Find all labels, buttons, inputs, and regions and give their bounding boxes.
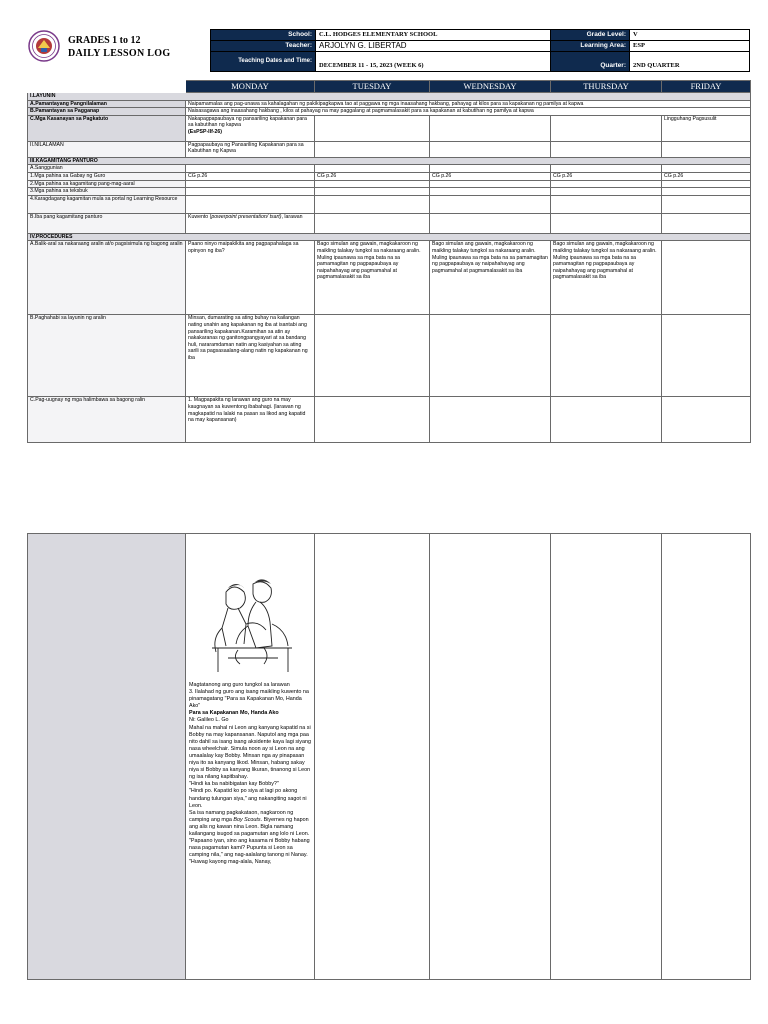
table-row [28, 141, 751, 157]
form-title: GRADES 1 to 12 [68, 35, 141, 46]
table-row [28, 315, 751, 397]
gabay-thursday: CG p.26 [551, 172, 662, 180]
section-kagamitan: III.KAGAMITANG PANTURO [28, 157, 751, 165]
day-monday: MONDAY [186, 81, 315, 93]
learning-area-label: Learning Area: [551, 41, 630, 52]
pagganap-text: Naisasagawa ang inaasahang hakbang , kilos at pahayag na may paggalang at pagmamalasakit para sa kapakanan at kabutihan ng pamilya at kapwa [186, 108, 751, 116]
story-step-3: 3. Ilalahad ng guro ang isang maikling kuwento na pinamagatang "Para sa Kapakanan Mo, Handa Ako" [189, 689, 309, 710]
day-thursday: THURSDAY [551, 81, 662, 93]
table-row [28, 172, 751, 180]
learning-area-value: ESP [630, 41, 750, 52]
header-info-table [210, 29, 750, 72]
section-layunin: I.LAYUNIN [28, 93, 751, 101]
story-author: Ni: Galileo L. Go [189, 717, 229, 724]
school-label: School: [211, 30, 316, 41]
row-label-kasanayan: C.Mga Kasanayan sa Pagkatuto [28, 115, 186, 141]
row-label-paghahabi: B.Paghahabi sa layunin ng aralin [28, 315, 186, 397]
table-row [28, 165, 751, 173]
table-row [28, 108, 751, 116]
quarter-label: Quarter: [551, 52, 630, 72]
grade-level-value: V [630, 30, 750, 41]
dates-label: Teaching Dates and Time: [211, 52, 316, 72]
gabay-friday: CG p.26 [662, 172, 751, 180]
gabay-tuesday: CG p.26 [315, 172, 430, 180]
table-row [28, 100, 751, 108]
story-paragraph: "Huwag kayong mag-alala, Nanay, [189, 859, 272, 866]
story-paragraph: Mahal na mahal ni Leon ang kanyang kapatid na si Bobby na may kapansanan. Naputol ang mga paa nito dahil sa isang isang aksidente kaya lagi siyang nasa wheelchair. Simula noon ay si Leon na ang umaalalay kay Bobby. Minsan nga ay pinapasan niya ito sa kanyang likod. Minsan, habang sakay niya si Bobby sa kanyang likuran, tinanong si Leon ng isa nilang kapitbahay. [189, 724, 311, 781]
row-label-pag-uugnay: C.Pag-uugnay ng mga halimbawa sa bagong ralin [28, 397, 186, 443]
row-label-iba: B.Iba pang kagamitang panturo [28, 213, 186, 233]
row-label-pagganap: B.Pamantayan sa Pagganap [28, 108, 186, 116]
table-row [28, 213, 751, 233]
lesson-log-table [27, 80, 751, 443]
pag-uugnay-monday: 1. Magpapakita ng larawan ang guro na may kaugnayan sa kuwentong ibabahagi. (larawan ng magkapatid na lalaki na pasan sa likod ang kapatid na may kapansanan) [186, 397, 315, 443]
day-tuesday: TUESDAY [315, 81, 430, 93]
row-label-balik-aral: A.Balik-aral sa nakaraang aralin at/o pagsisimula ng bagong aralin [28, 241, 186, 315]
table-row [28, 195, 751, 213]
story-paragraph: "Hindi ka ba nabibigatan kay Bobby?" [189, 781, 279, 788]
table-row [28, 241, 751, 315]
story-paragraph: "Hindi po. Kapatid ko po siya at lagi po akong handang tulungan siya," ang nakangiting sagot ni Leon. [189, 788, 307, 809]
balik-tuesday: Bago simulan ang gawain, magkakaroon ng maikling talakay tungkol sa nakaraang aralin. Muling ipaunawa sa mga bata na sa pamamagitan ng pagpapaubaya ay naipahahayag ang pagmamahal at pagmamalasakit sa iba [315, 241, 430, 315]
balik-monday: Paano ninyo maipakikita ang pagpapahalaga sa opinyon ng iba? [186, 241, 315, 315]
gabay-wednesday: CG p.26 [430, 172, 551, 180]
pangnilalaman-text: Naipamamalas ang pag-unawa sa kahalagahan ng pakikipagkapwa tao at paggawa ng mga inaasahang hakbang, pahayag at kilos para sa kapakanan ng pamilya at kapwa [186, 100, 751, 108]
brothers-illustration [198, 578, 298, 676]
iba-monday: Kuwento (powerpoint presentation/ tsart), larawan [186, 213, 315, 233]
table-row [28, 397, 751, 443]
day-friday: FRIDAY [662, 81, 751, 93]
days-header-row [28, 81, 751, 93]
balik-wednesday: Bago simulan ang gawain, magkakaroon ng maikling talakay tungkol sa nakaraang aralin. Muling ipaunawa sa mga bata na sa pamamagitan ng pagpapaubaya ay naipahahayag ang pagmamahal at pagmamalasakit sa iba [430, 241, 551, 315]
table-row [28, 157, 751, 165]
section-procedures: IV.PROCEDURES [28, 233, 751, 241]
lesson-log-continuation [27, 533, 751, 980]
row-label-teksbuk: 3.Mga pahina sa teksbuk [28, 188, 186, 196]
kasanayan-friday: Lingguhang Pagsusulit [662, 115, 751, 141]
story-title: Para sa Kapakanan Mo, Handa Ako [189, 710, 279, 717]
day-wednesday: WEDNESDAY [430, 81, 551, 93]
school-value: C.L. HODGES ELEMENTARY SCHOOL [316, 30, 551, 41]
table-row [28, 93, 751, 101]
row-label-gabay: 1.Mga pahina sa Gabay ng Guro [28, 172, 186, 180]
quarter-value: 2ND QUARTER [630, 52, 750, 72]
story-question: Magtatanong ang guro tungkol sa larawan [189, 682, 290, 688]
dates-value: DECEMBER 11 - 15, 2023 (WEEK 6) [316, 52, 551, 72]
table-row [28, 188, 751, 196]
story-cell [186, 534, 315, 980]
row-label-portal: 4.Karagdagang kagamitan mula sa portal ng Learning Resource [28, 195, 186, 213]
competency-code: (EsPSP-IIf-26) [188, 128, 223, 135]
row-label-kagamitan-aaral: 2.Mga pahina sa kagamitang pang-mag-aaral [28, 180, 186, 188]
story-paragraph: "Papaano iyan, sino ang kasama ni Bobby habang nasa pagamutan kami? Pupunta si Leon sa camping nila," ang nag-aalalang tanong ni Nanay. [189, 838, 310, 859]
grade-level-label: Grade Level: [551, 30, 630, 41]
row-label-sanggunian: A.Sanggunian [28, 165, 186, 173]
nilalaman-monday: Pagpapaubaya ng Pansariling Kapakanan para sa Kabutihan ng Kapwa [186, 141, 315, 157]
gabay-monday: CG p.26 [186, 172, 315, 180]
table-row [28, 115, 751, 141]
story-paragraph: Sa isa namang pagkakataon, nagkaroon ng camping ang mga Boy Scouts. Biyernes ng hapon ang alis ng kawan nina Leon. Bigla namang kailangang isugod sa pagamutan ang lolo ni Leon. [189, 809, 310, 837]
balik-thursday: Bago simulan ang gawain, magkakaroon ng maikling talakay tungkol sa nakaraang aralin. Muling ipaunawa sa mga bata na sa pamamagitan ng pagpapaubaya ay naipahahayag ang pagmamahal at pagmamalasakit sa iba [551, 241, 662, 315]
table-row [28, 233, 751, 241]
teacher-label: Teacher: [211, 41, 316, 52]
kasanayan-monday: Nakapagpapaubaya ng pansariling kapakanan para sa kabutihan ng kapwa (EsPSP-IIf-26) [186, 115, 315, 141]
form-subtitle: DAILY LESSON LOG [68, 48, 171, 59]
deped-seal-icon [28, 30, 60, 62]
paghahabi-monday: Minsan, dumarating sa ating buhay na kailangan nating unahin ang kapakanan ng iba at isantabi ang pansariling kapakanan.Karamihan sa atin ay nakakaranas ng ganitongpangyayari at sa bandang huli, nararamdaman natin ang kasiyahan sa ating sarili sa pagsasaalang-alang natin ng kapakanan ng iba [186, 315, 315, 397]
teacher-value: ARJOLYN G. LIBERTAD [316, 41, 551, 52]
table-row [28, 180, 751, 188]
row-label-pangnilalaman: A.Pamantayang Pangnilalaman [28, 100, 186, 108]
row-label-nilalaman: II.NILALAMAN [28, 141, 186, 157]
